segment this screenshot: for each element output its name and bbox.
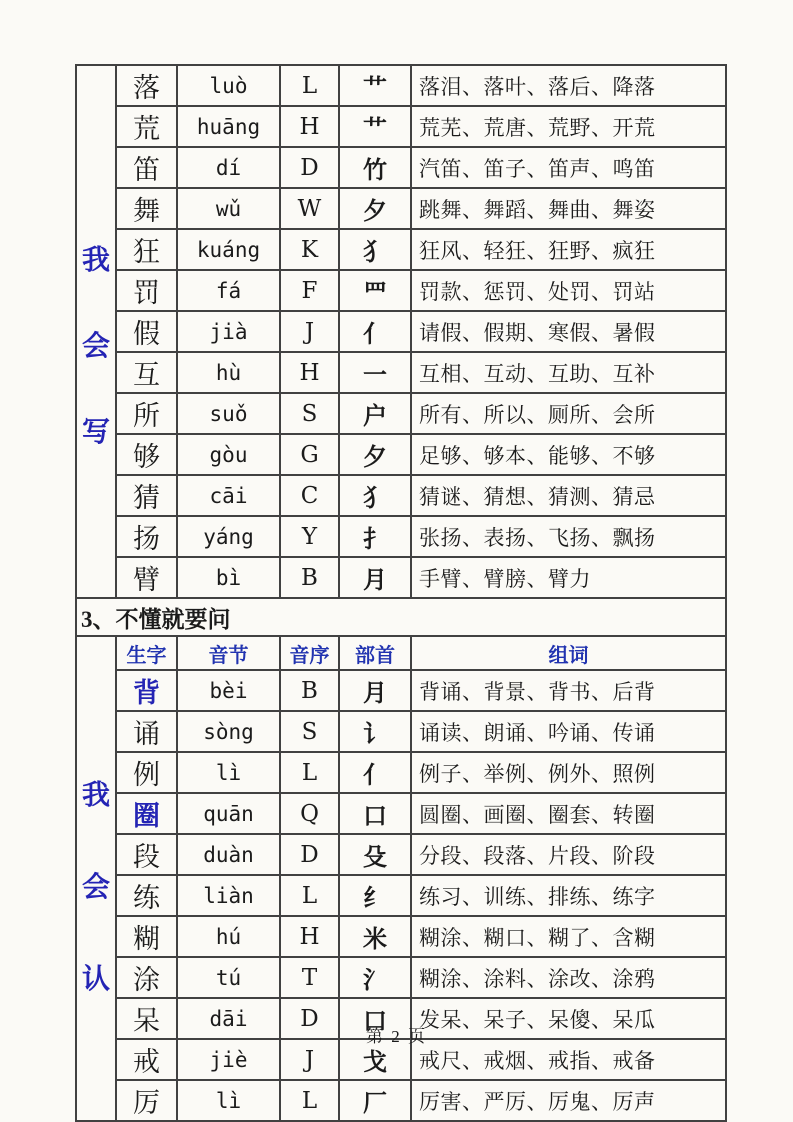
initial-cell: K <box>280 229 339 270</box>
character-cell: 所 <box>117 393 177 434</box>
pinyin-cell: bì <box>177 557 280 597</box>
pinyin-cell: gòu <box>177 434 280 475</box>
initial-cell: F <box>280 270 339 311</box>
table-recognize-block <box>75 635 727 1122</box>
initial-cell: J <box>280 1039 339 1080</box>
vocab-row <box>117 229 725 270</box>
side-label-char: 我 <box>81 779 110 811</box>
initial-cell: S <box>280 393 339 434</box>
radical-cell: 纟 <box>339 875 411 916</box>
section-heading-text: 3、不懂就要问 <box>81 606 231 632</box>
page-number: 第 2 页 <box>366 1027 427 1046</box>
section-heading-row <box>75 597 727 637</box>
radical-cell: 口 <box>339 793 411 834</box>
table-header-row <box>117 637 725 670</box>
character-cell: 涂 <box>117 957 177 998</box>
initial-cell: G <box>280 434 339 475</box>
vocab-row <box>117 711 725 752</box>
pinyin-cell: lì <box>177 1080 280 1120</box>
character-cell: 例 <box>117 752 177 793</box>
side-label-char: 我 <box>81 244 110 276</box>
initial-cell: D <box>280 147 339 188</box>
words-cell: 互相、互动、互助、互补 <box>411 352 725 393</box>
pinyin-cell: tú <box>177 957 280 998</box>
character-cell: 假 <box>117 311 177 352</box>
header-words: 组词 <box>411 637 725 670</box>
words-cell: 练习、训练、排练、练字 <box>411 875 725 916</box>
vocab-row <box>117 270 725 311</box>
pinyin-cell: quān <box>177 793 280 834</box>
pinyin-cell: jià <box>177 311 280 352</box>
vocab-row <box>117 670 725 711</box>
table-write-block <box>75 64 727 599</box>
pinyin-cell: duàn <box>177 834 280 875</box>
words-cell: 罚款、惩罚、处罚、罚站 <box>411 270 725 311</box>
radical-cell: 亻 <box>339 752 411 793</box>
initial-cell: Y <box>280 516 339 557</box>
vocab-row <box>117 557 725 597</box>
character-cell: 扬 <box>117 516 177 557</box>
initial-cell: D <box>280 834 339 875</box>
pinyin-cell: wǔ <box>177 188 280 229</box>
radical-cell: 犭 <box>339 475 411 516</box>
vocab-row <box>117 875 725 916</box>
character-cell: 呆 <box>117 998 177 1039</box>
pinyin-cell: liàn <box>177 875 280 916</box>
radical-cell: 犭 <box>339 229 411 270</box>
pinyin-cell: lì <box>177 752 280 793</box>
side-label-char: 认 <box>81 963 110 995</box>
words-cell: 手臂、臂膀、臂力 <box>411 557 725 597</box>
character-cell: 戒 <box>117 1039 177 1080</box>
vocab-row <box>117 188 725 229</box>
words-cell: 糊涂、糊口、糊了、含糊 <box>411 916 725 957</box>
vocab-row <box>117 516 725 557</box>
initial-cell: L <box>280 875 339 916</box>
character-cell: 猜 <box>117 475 177 516</box>
vocab-row <box>117 834 725 875</box>
pinyin-cell: hù <box>177 352 280 393</box>
radical-cell: 厂 <box>339 1080 411 1120</box>
vocab-row <box>117 352 725 393</box>
initial-cell: W <box>280 188 339 229</box>
words-cell: 例子、举例、例外、照例 <box>411 752 725 793</box>
radical-cell: 竹 <box>339 147 411 188</box>
words-cell: 诵读、朗诵、吟诵、传诵 <box>411 711 725 752</box>
words-cell: 荒芜、荒唐、荒野、开荒 <box>411 106 725 147</box>
pinyin-cell: sòng <box>177 711 280 752</box>
initial-cell: S <box>280 711 339 752</box>
character-cell: 臂 <box>117 557 177 597</box>
pinyin-cell: fá <box>177 270 280 311</box>
header-syllable: 音节 <box>177 637 280 670</box>
vocab-row <box>117 793 725 834</box>
initial-cell: L <box>280 66 339 106</box>
radical-cell: 夕 <box>339 434 411 475</box>
side-label-char: 写 <box>81 416 110 448</box>
radical-cell: 口 <box>339 998 411 1039</box>
pinyin-cell: dāi <box>177 998 280 1039</box>
radical-cell: 户 <box>339 393 411 434</box>
side-label-recognize <box>77 637 117 1120</box>
character-cell: 背 <box>117 670 177 711</box>
vocab-row <box>117 106 725 147</box>
radical-cell: 一 <box>339 352 411 393</box>
worksheet-content <box>75 64 727 1122</box>
table-write <box>117 66 725 597</box>
character-cell: 段 <box>117 834 177 875</box>
vocab-row <box>117 311 725 352</box>
radical-cell: 殳 <box>339 834 411 875</box>
radical-cell: 戈 <box>339 1039 411 1080</box>
words-cell: 跳舞、舞蹈、舞曲、舞姿 <box>411 188 725 229</box>
side-label-char: 会 <box>81 871 110 903</box>
character-cell: 狂 <box>117 229 177 270</box>
character-cell: 厉 <box>117 1080 177 1120</box>
words-cell: 汽笛、笛子、笛声、鸣笛 <box>411 147 725 188</box>
words-cell: 所有、所以、厕所、会所 <box>411 393 725 434</box>
words-cell: 糊涂、涂料、涂改、涂鸦 <box>411 957 725 998</box>
vocab-row <box>117 1080 725 1120</box>
radical-cell: 艹 <box>339 66 411 106</box>
words-cell: 猜谜、猜想、猜测、猜忌 <box>411 475 725 516</box>
pinyin-cell: bèi <box>177 670 280 711</box>
words-cell: 落泪、落叶、落后、降落 <box>411 66 725 106</box>
character-cell: 舞 <box>117 188 177 229</box>
words-cell: 张扬、表扬、飞扬、飘扬 <box>411 516 725 557</box>
initial-cell: B <box>280 670 339 711</box>
words-cell: 发呆、呆子、呆傻、呆瓜 <box>411 998 725 1039</box>
character-cell: 落 <box>117 66 177 106</box>
radical-cell: 米 <box>339 916 411 957</box>
initial-cell: B <box>280 557 339 597</box>
vocab-row <box>117 957 725 998</box>
words-cell: 圆圈、画圈、圈套、转圈 <box>411 793 725 834</box>
words-cell: 戒尺、戒烟、戒指、戒备 <box>411 1039 725 1080</box>
radical-cell: 氵 <box>339 957 411 998</box>
character-cell: 糊 <box>117 916 177 957</box>
initial-cell: D <box>280 998 339 1039</box>
pinyin-cell: kuáng <box>177 229 280 270</box>
vocab-row <box>117 147 725 188</box>
initial-cell: T <box>280 957 339 998</box>
initial-cell: C <box>280 475 339 516</box>
pinyin-cell: yáng <box>177 516 280 557</box>
words-cell: 足够、够本、能够、不够 <box>411 434 725 475</box>
initial-cell: L <box>280 1080 339 1120</box>
initial-cell: H <box>280 916 339 957</box>
radical-cell: 扌 <box>339 516 411 557</box>
words-cell: 背诵、背景、背书、后背 <box>411 670 725 711</box>
character-cell: 罚 <box>117 270 177 311</box>
side-label-write <box>77 66 117 597</box>
radical-cell: 罒 <box>339 270 411 311</box>
character-cell: 练 <box>117 875 177 916</box>
initial-cell: H <box>280 352 339 393</box>
initial-cell: L <box>280 752 339 793</box>
pinyin-cell: luò <box>177 66 280 106</box>
vocab-row <box>117 66 725 106</box>
initial-cell: Q <box>280 793 339 834</box>
character-cell: 笛 <box>117 147 177 188</box>
initial-cell: H <box>280 106 339 147</box>
character-cell: 互 <box>117 352 177 393</box>
radical-cell: 夕 <box>339 188 411 229</box>
words-cell: 厉害、严厉、厉鬼、厉声 <box>411 1080 725 1120</box>
vocab-row <box>117 393 725 434</box>
character-cell: 诵 <box>117 711 177 752</box>
radical-cell: 月 <box>339 557 411 597</box>
radical-cell: 艹 <box>339 106 411 147</box>
words-cell: 分段、段落、片段、阶段 <box>411 834 725 875</box>
vocab-row <box>117 916 725 957</box>
pinyin-cell: jiè <box>177 1039 280 1080</box>
radical-cell: 月 <box>339 670 411 711</box>
table-recognize <box>117 637 725 1120</box>
header-character: 生字 <box>117 637 177 670</box>
pinyin-cell: cāi <box>177 475 280 516</box>
words-cell: 狂风、轻狂、狂野、疯狂 <box>411 229 725 270</box>
pinyin-cell: hú <box>177 916 280 957</box>
vocab-row <box>117 752 725 793</box>
vocab-row <box>117 434 725 475</box>
side-label-char: 会 <box>81 330 110 362</box>
header-initial: 音序 <box>280 637 339 670</box>
character-cell: 荒 <box>117 106 177 147</box>
character-cell: 够 <box>117 434 177 475</box>
initial-cell: J <box>280 311 339 352</box>
vocab-row <box>117 475 725 516</box>
character-cell: 圈 <box>117 793 177 834</box>
pinyin-cell: huāng <box>177 106 280 147</box>
pinyin-cell: suǒ <box>177 393 280 434</box>
words-cell: 请假、假期、寒假、暑假 <box>411 311 725 352</box>
header-radical: 部首 <box>339 637 411 670</box>
page-footer <box>0 1022 793 1047</box>
pinyin-cell: dí <box>177 147 280 188</box>
radical-cell: 亻 <box>339 311 411 352</box>
radical-cell: 讠 <box>339 711 411 752</box>
